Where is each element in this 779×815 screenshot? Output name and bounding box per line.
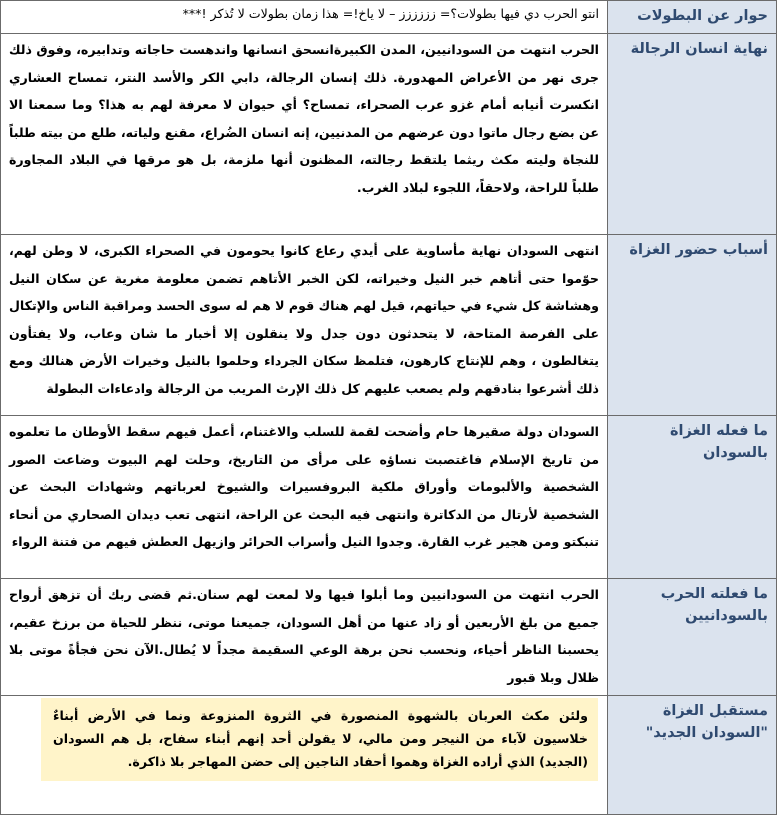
row-heading: أسباب حضور الغزاة xyxy=(608,235,777,416)
table-row xyxy=(1,34,777,235)
row-heading: ما فعله الغزاة بالسودان xyxy=(608,416,777,579)
row-text: الحرب انتهت من السودانيين وما أبلوا فيها ولا لمعت لهم سنان.ثم قضى ربك أن تزهق أرواح جميع من بلغ الأربعين أو زاد عنها من أهل السودان، جميعنا موتى، ننظر للحياة من برزخ عقيم، يحسبنا الناظر أحياء، ونحسب نحن برهة الوعي السقيمة مجداً لا يُطال.الآن نحن فجأةً موتى بلا ظلال وبلا قبور xyxy=(1,579,608,696)
row-text: انتو الحرب دي فيها بطولات؟= زززززز – لا ياخ!= هذا زمان بطولات لا تُذكر !*** xyxy=(1,1,608,34)
table-row xyxy=(1,1,777,34)
table-row xyxy=(1,235,777,416)
highlighted-paragraph: ولئن مكث العربان بالشهوة المنصورة في الثروة المنزوعة ونما في الأرض أبناءٌ خلاسيون لآباء من النيجر ومن مالي، لا يقولن أحد إنهم أبناء سفاح، بل هم السودان (الجديد) الذي أراده الغزاة وهموا أحفاد الناجين إلى حضن المهاجر بلا ذاكرة. xyxy=(41,698,598,781)
row-text: الحرب انتهت من السودانيين، المدن الكبيرةانسحق انسانها واندهست حاجاته وتدابيره، وفوق ذلك جرى نهر من الأعراض المهدورة. ذلك إنسان الرجالة، دابي الكر والأسد النتر، تمساح العشاري انكسرت أنيابه أمام غزو عرب الصحراء، تمساح؟ أي حيوان لا معرفة لهم به هذا؟ وما سمعنا الا عن بضع رجال ماتوا دون عرضهم من المدنيين، إنه انسان الضُراع، مقنع ولياته، طلع من بيته طلباً للنجاة وليته مكث ريثما يلتقط رجالته، المظنون أنها ملزمة، بل هو مرقها في البلاد المجاورة طلباً للراحة، ولاحقاً، اللجوء لبلاد الغرب. xyxy=(1,34,608,235)
row-heading: حوار عن البطولات xyxy=(608,1,777,34)
row-text: السودان دولة صقيرها حام وأضحت لقمة للسلب والاغتنام، أعمل فيهم سقط الأوطان ما تعلموه من تاريخ الإسلام فاغتصبت نساؤه على مرأى من التاريخ، وحلت لهم البيوت وضاعت الصور الشخصية والألبومات وأوراق ملكية البروفسيرات والشيوخ لعرباتهم وشهادات البحث عن الشخصية لأرتال من الدكاترة وانتهى فيه البحث عن الراحة، انتهى تعب ديدان الصحاري من أنحاء تنبكتو ومن هجير غرب القارة. وجدوا النيل وأسراب الحرائر وازيهل العطش فيهم من فتنة الرواء xyxy=(1,416,608,579)
row-text-cell xyxy=(1,696,608,815)
row-heading: نهاية انسان الرجالة xyxy=(608,34,777,235)
row-heading: مستقبل الغزاة "السودان الجديد" xyxy=(608,696,777,815)
table-row xyxy=(1,416,777,579)
table-row xyxy=(1,579,777,696)
row-text: انتهى السودان نهاية مأساوية على أيدي رعاع كانوا يحومون في الصحراء الكبرى، لا وطن لهم، حوّموا حتى أتاهم خبر النيل وخيراته، لكن الخبر الأتاهم تضمن معلومة مغرية عن سكان النيل وهشاشة كل شيء في حياتهم، قيل لهم هناك قوم لا هم له سوى الحسد ومراقبة الناس والإتكال على الفرصة المتاحة، لا يتحدثون دون جدل ولا ينقلون إلا أخبار ما شان وعاب، ولا يفتأون يتغالطون ، وهم للإنتاج كارهون، فتلمظ سكان الجرداء وحلموا بالنيل وخيرات الأرض هنالك ومع ذلك أشرعوا بنادقهم ولم يصعب عليهم كل ذلك الإرث المريب من الرجالة وادعاءات البطولة xyxy=(1,235,608,416)
table-row xyxy=(1,696,777,815)
row-heading: ما فعلته الحرب بالسودانيين xyxy=(608,579,777,696)
